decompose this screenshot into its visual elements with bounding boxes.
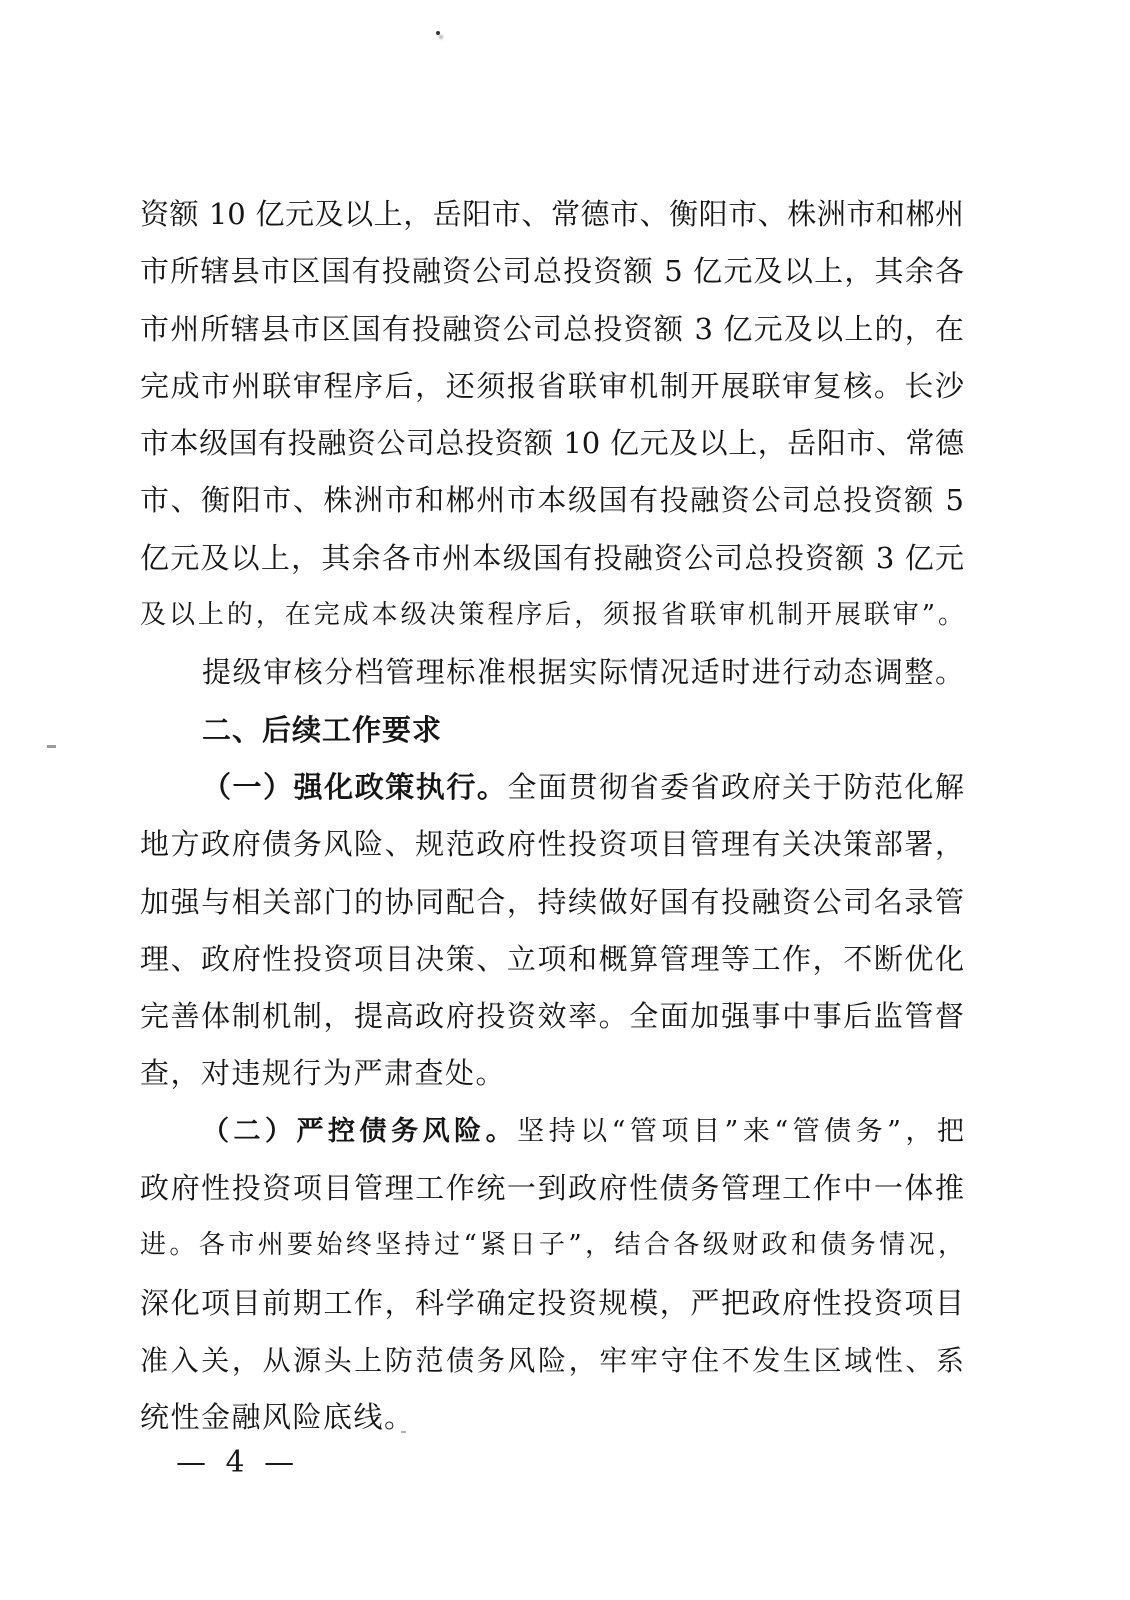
page-number: — 4 — <box>176 1445 300 1480</box>
body-text-block <box>140 186 964 1447</box>
body-line: 市本级国有投融资公司总投资额 10 亿元及以上，岳阳市、常德 <box>140 426 964 461</box>
body-line: 政府性投资项目管理工作统一到政府性债务管理工作中一体推 <box>140 1171 964 1206</box>
paragraph-lead: （一）强化政策执行。 <box>202 769 508 804</box>
body-line: 完成市州联审程序后，还须报省联审机制开展联审复核。长沙 <box>140 368 964 403</box>
body-line: 地方政府债务风险、规范政府性投资项目管理有关决策部署， <box>140 827 964 862</box>
body-line: 亿元及以上，其余各市州本级国有投融资公司总投资额 3 亿元 <box>140 540 964 575</box>
paragraph-lead: （二）严控债务风险。 <box>202 1115 518 1147</box>
scan-speck <box>47 745 56 748</box>
body-line: 完善体制机制，提高政府投资效率。全面加强事中事后监管督 <box>140 999 964 1034</box>
body-line: 深化项目前期工作，科学确定投资规模，严把政府性投资项目 <box>140 1285 964 1320</box>
body-line: 查，对违规行为严肃查处。 <box>140 1056 507 1091</box>
body-line: 市所辖县市区国有投融资公司总投资额 5 亿元及以上，其余各 <box>140 254 964 289</box>
body-line: 市、衡阳市、株洲市和郴州市本级国有投融资公司总投资额 5 <box>140 483 964 518</box>
body-line: 准入关，从源头上防范债务风险，牢牢守住不发生区域性、系 <box>140 1343 964 1377</box>
body-line: 统性金融风险底线。 <box>140 1400 415 1435</box>
body-line: 加强与相关部门的协同配合，持续做好国有投融资公司名录管 <box>140 884 964 919</box>
body-line: 提级审核分档管理标准根据实际情况适时进行动态调整。 <box>202 655 964 690</box>
scan-speck <box>436 31 440 35</box>
body-line: 市州所辖县市区国有投融资公司总投资额 3 亿元及以上的，在 <box>140 311 964 346</box>
body-line: 进。各市州要始终坚持过“紧日子”，结合各级财政和债务情况， <box>140 1230 964 1261</box>
body-line: （二）严控债务风险。坚持以“管项目”来“管债务”，把 <box>202 1115 964 1147</box>
section-heading-line: 二、后续工作要求 <box>202 712 443 747</box>
body-line: （一）强化政策执行。全面贯彻省委省政府关于防范化解 <box>202 769 964 804</box>
body-line: 理、政府性投资项目决策、立项和概算管理等工作，不断优化 <box>140 941 964 976</box>
body-line: 资额 10 亿元及以上，岳阳市、常德市、衡阳市、株洲市和郴州 <box>140 197 964 231</box>
body-line: 及以上的，在完成本级决策程序后，须报省联审机制开展联审”。 <box>140 600 964 631</box>
